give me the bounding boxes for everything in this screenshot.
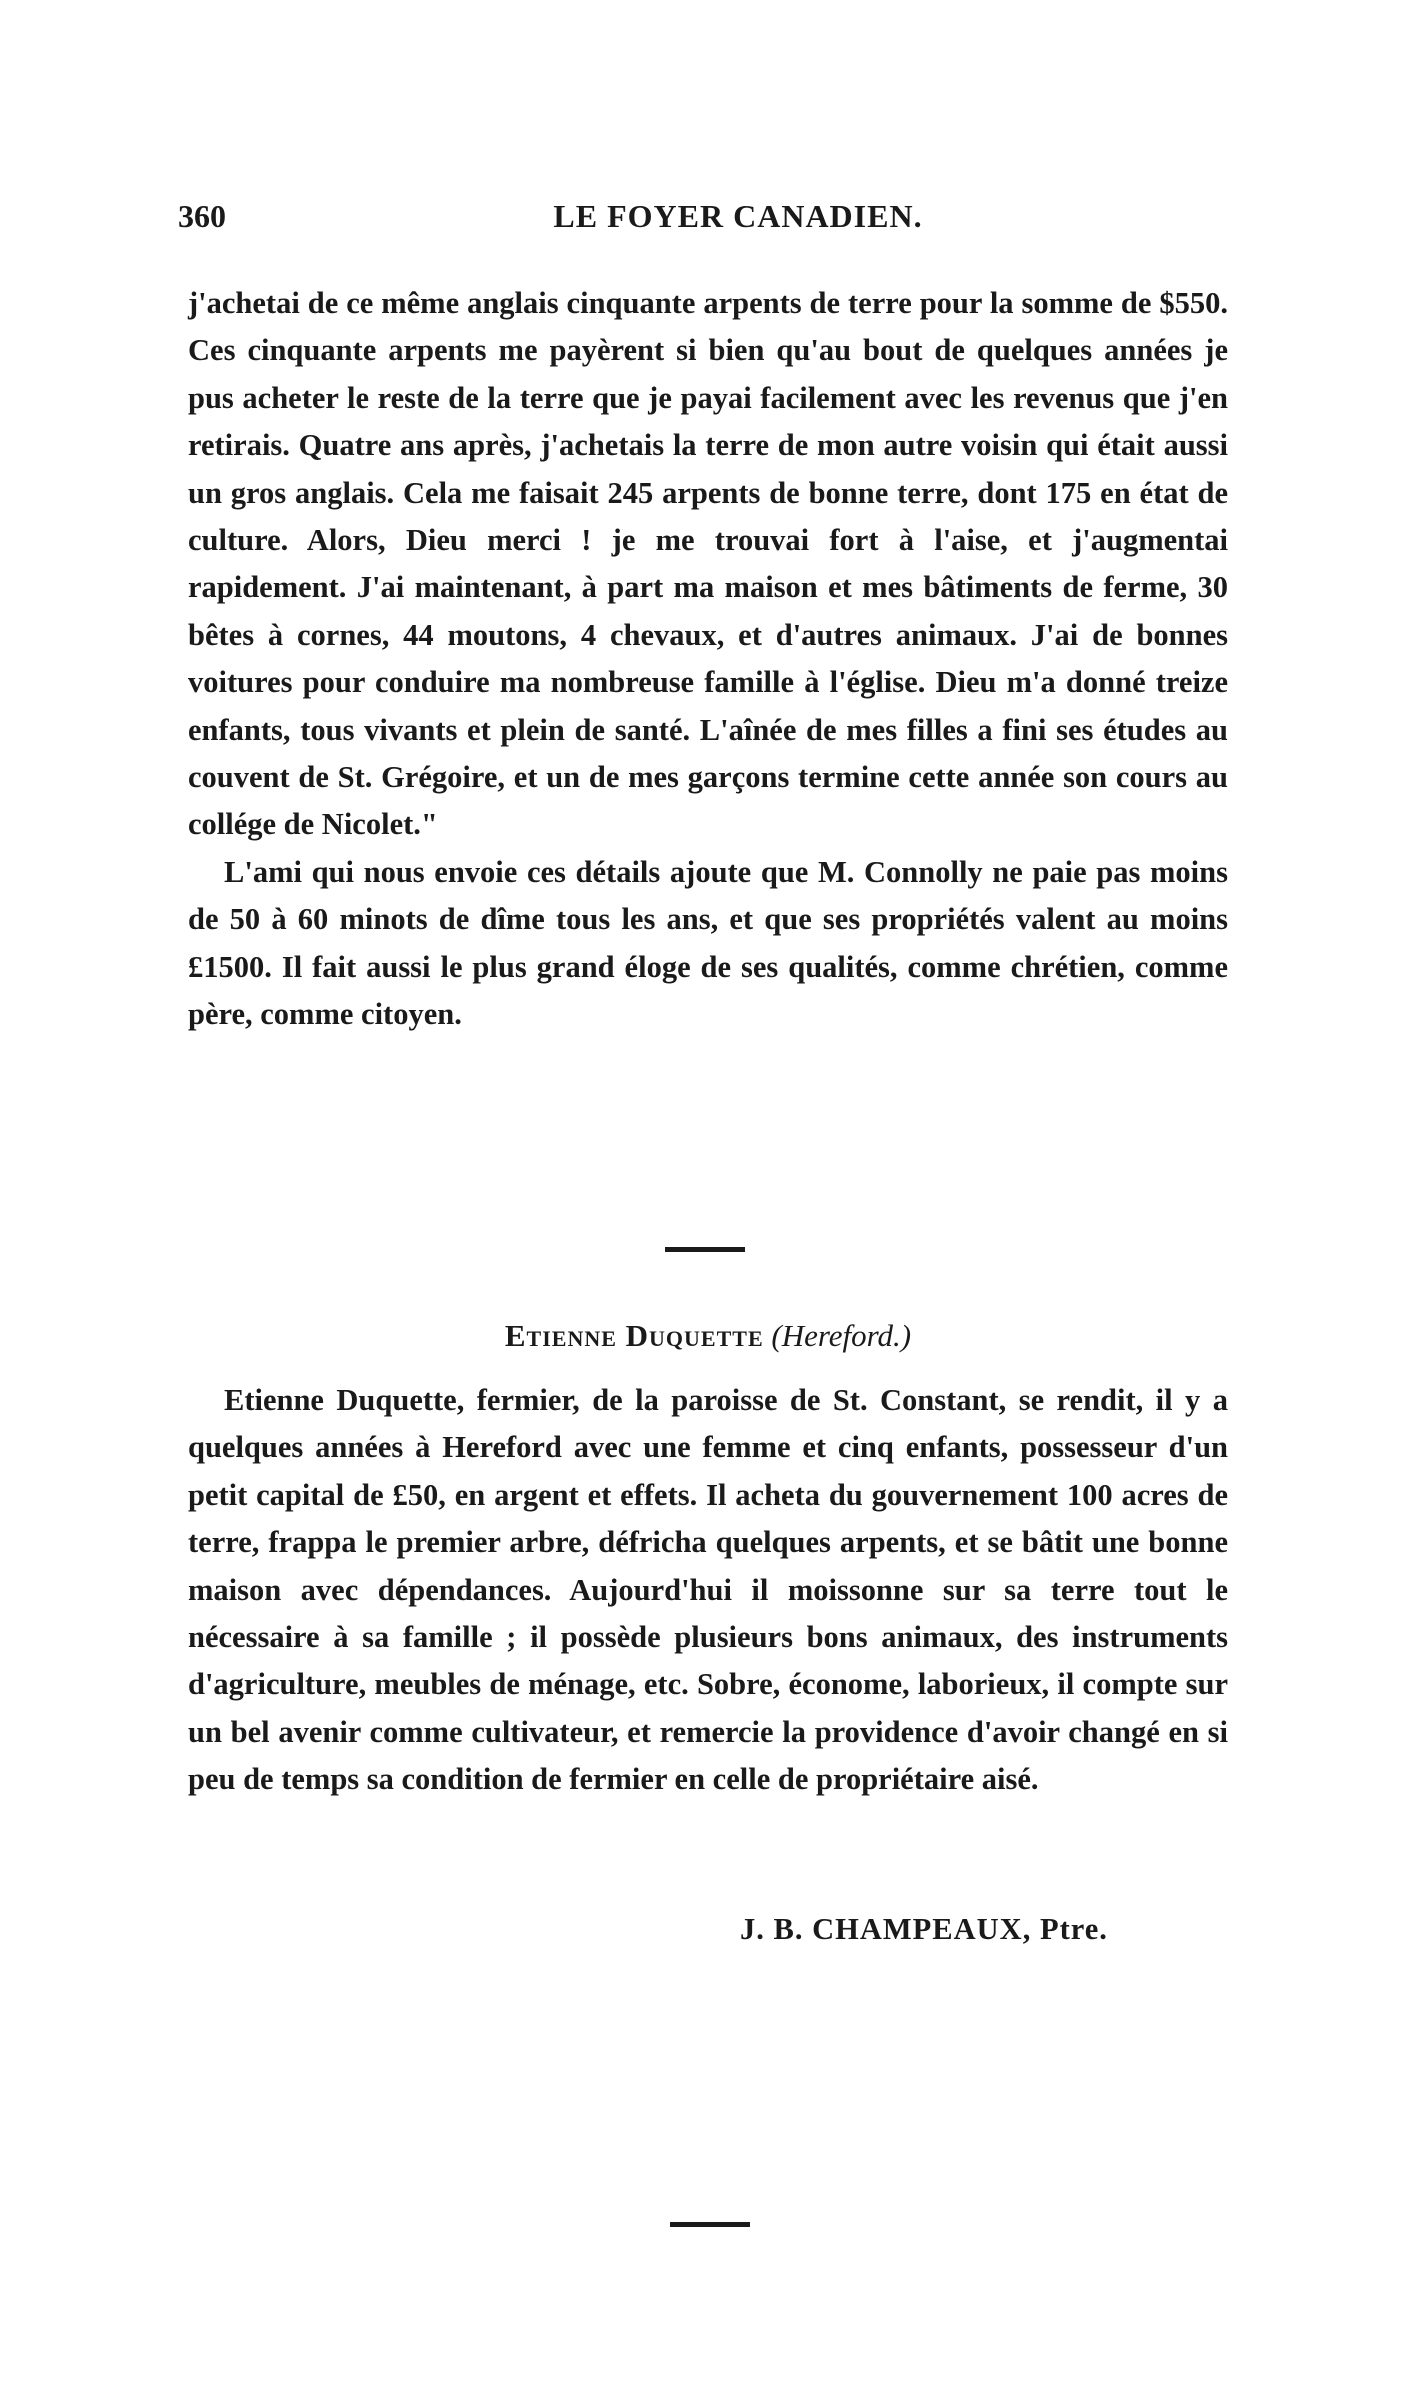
page-header — [178, 198, 1238, 248]
heading-place: (Hereford.) — [771, 1318, 912, 1353]
section-divider — [670, 2222, 750, 2227]
heading-name: Etienne Duquette — [504, 1318, 764, 1353]
paragraph: j'achetai de ce même anglais cinquante arpents de terre pour la somme de $550. Ces cinquante arpents me payèrent si bien qu'au bout de quelques années je pus acheter le reste de la terre que je payai facilement avec les revenus que j'en retirais. Quatre ans après, j'achetais la terre de mon autre voisin qui était aussi un gros anglais. Cela me faisait 245 arpents de bonne terre, dont 175 en état de culture. Alors, Dieu merci ! je me trouvai fort à l'aise, et j'augmentai rapidement. J'ai maintenant, à part ma maison et mes bâtiments de ferme, 30 bêtes à cornes, 44 moutons, 4 chevaux, et d'autres animaux. J'ai de bonnes voitures pour conduire ma nombreuse famille à l'église. Dieu m'a donné treize enfants, tous vivants et plein de santé. L'aînée de mes filles a fini ses études au couvent de St. Grégoire, et un de mes garçons termine cette année son cours au collége de Nicolet." — [188, 286, 1228, 842]
page-number: 360 — [178, 198, 226, 234]
paragraph: Etienne Duquette, fermier, de la paroisse de St. Constant, se rendit, il y a quelques années à Hereford avec une femme et cinq enfants, possesseur d'un petit capital de £50, en argent et effets. Il acheta du gouvernement 100 acres de terre, frappa le premier arbre, défricha quelques arpents, et se bâtit une bonne maison avec dépendances. Aujourd'hui il moissonne sur sa terre tout le nécessaire à sa famille ; il possède plusieurs bons animaux, des instruments d'agriculture, meubles de ménage, etc. Sobre, économe, laborieux, il compte sur un bel avenir comme cultivateur, et remercie la providence d'avoir changé en si peu de temps sa condition de fermier en celle de propriétaire aisé. — [188, 1383, 1228, 1797]
section-duquette — [188, 1377, 1228, 1804]
running-title: LE FOYER CANADIEN. — [553, 198, 923, 234]
signature: J. B. CHAMPEAUX, Ptre. — [740, 1912, 1108, 1946]
section-divider — [665, 1247, 745, 1252]
section-heading — [188, 1318, 1228, 1354]
section-connolly — [188, 280, 1228, 1039]
paragraph: L'ami qui nous envoie ces détails ajoute que M. Connolly ne paie pas moins de 50 à 60 minots de dîme tous les ans, et que ses propriétés valent au moins £1500. Il fait aussi le plus grand éloge de ses qualités, comme chrétien, comme père, comme citoyen. — [188, 854, 1228, 1032]
